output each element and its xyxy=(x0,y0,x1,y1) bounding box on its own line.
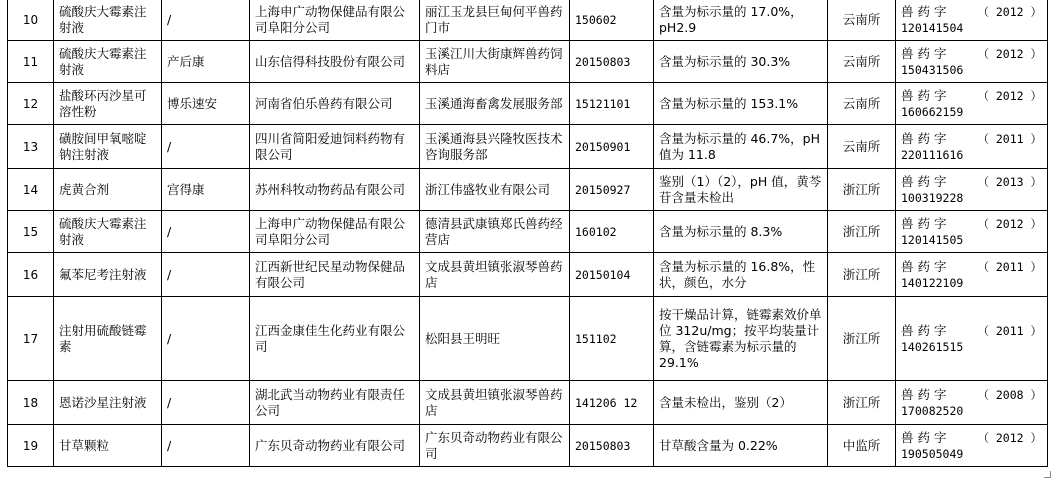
row-number-cell: 11 xyxy=(8,41,54,83)
product-name-cell: 氟苯尼考注射液 xyxy=(54,253,162,297)
batch-number-cell: 151102 xyxy=(570,297,654,381)
trade-name-cell: 宫得康 xyxy=(162,169,250,211)
approval-number: 220111616 xyxy=(901,147,964,162)
approval-year: （ 2011 ） xyxy=(977,131,1042,146)
result-cell: 含量为标示量的 30.3% xyxy=(654,41,828,83)
approval-year: （ 2012 ） xyxy=(977,46,1042,61)
inspection-agency-cell: 浙江所 xyxy=(828,297,896,381)
inspection-agency-cell: 中监所 xyxy=(828,425,896,467)
page-corner-mark xyxy=(1044,471,1051,478)
approval-prefix: 兽 药 字 xyxy=(901,429,947,445)
result-cell: 含量为标示量的 8.3% xyxy=(654,211,828,253)
table-row xyxy=(8,169,1048,211)
inspection-agency-cell: 云南所 xyxy=(828,83,896,125)
trade-name-cell: / xyxy=(162,211,250,253)
inspection-agency-cell: 浙江所 xyxy=(828,211,896,253)
trade-name-cell: / xyxy=(162,0,250,41)
batch-number-cell: 20150927 xyxy=(570,169,654,211)
manufacturer-cell: 苏州科牧动物药品有限公司 xyxy=(250,169,420,211)
result-cell: 按干燥品计算，链霉素效价单位 312u/mg；按平均装量计算，含链霉素为标示量的 29.1% xyxy=(654,297,828,381)
sampled-unit-cell: 玉溪江川大街康辉兽药饲料店 xyxy=(420,41,570,83)
result-cell: 含量未检出，鉴别（2） xyxy=(654,381,828,425)
approval-number-cell xyxy=(896,211,1048,253)
batch-number-cell: 20150803 xyxy=(570,425,654,467)
batch-number-cell: 20150104 xyxy=(570,253,654,297)
result-cell: 甘草酸含量为 0.22% xyxy=(654,425,828,467)
drug-inspection-table xyxy=(7,0,1048,467)
table-row xyxy=(8,381,1048,425)
manufacturer-cell: 上海申广动物保健品有限公司阜阳分公司 xyxy=(250,211,420,253)
approval-number-cell xyxy=(896,83,1048,125)
product-name-cell: 虎黄合剂 xyxy=(54,169,162,211)
approval-year: （ 2008 ） xyxy=(977,387,1042,402)
batch-number-cell: 141206 12 xyxy=(570,381,654,425)
approval-number: 140122109 xyxy=(901,275,964,290)
manufacturer-cell: 四川省简阳爱迪饲料药物有限公司 xyxy=(250,125,420,169)
approval-prefix: 兽 药 字 xyxy=(901,386,947,402)
manufacturer-cell: 上海申广动物保健品有限公司阜阳分公司 xyxy=(250,0,420,41)
manufacturer-cell: 广东贝奇动物药业有限公司 xyxy=(250,425,420,467)
row-number-cell: 19 xyxy=(8,425,54,467)
table-body xyxy=(8,0,1048,467)
approval-prefix: 兽 药 字 xyxy=(901,87,947,103)
approval-number: 160662159 xyxy=(901,104,964,119)
inspection-agency-cell: 云南所 xyxy=(828,41,896,83)
approval-year: （ 2011 ） xyxy=(977,259,1042,274)
manufacturer-cell: 山东信得科技股份有限公司 xyxy=(250,41,420,83)
sampled-unit-cell: 松阳县王明旺 xyxy=(420,297,570,381)
batch-number-cell: 20150803 xyxy=(570,41,654,83)
approval-year: （ 2012 ） xyxy=(977,88,1042,103)
batch-number-cell: 160102 xyxy=(570,211,654,253)
inspection-agency-cell: 云南所 xyxy=(828,125,896,169)
table-row xyxy=(8,83,1048,125)
manufacturer-cell: 湖北武当动物药业有限责任公司 xyxy=(250,381,420,425)
approval-number: 140261515 xyxy=(901,339,964,354)
trade-name-cell: / xyxy=(162,125,250,169)
row-number-cell: 15 xyxy=(8,211,54,253)
table-row xyxy=(8,425,1048,467)
batch-number-cell: 15121101 xyxy=(570,83,654,125)
row-number-cell: 18 xyxy=(8,381,54,425)
approval-year: （ 2013 ） xyxy=(977,174,1042,189)
result-cell: 含量为标示量的 17.0%，pH2.9 xyxy=(654,0,828,41)
sampled-unit-cell: 玉溪通海畜禽发展服务部 xyxy=(420,83,570,125)
result-cell: 含量为标示量的 46.7%，pH 值为 11.8 xyxy=(654,125,828,169)
approval-number-cell xyxy=(896,381,1048,425)
sampled-unit-cell: 文成县黄坦镇张淑琴兽药店 xyxy=(420,381,570,425)
sampled-unit-cell: 德清县武康镇郑氏兽药经营店 xyxy=(420,211,570,253)
approval-prefix: 兽 药 字 xyxy=(901,258,947,274)
approval-number: 150431506 xyxy=(901,62,964,77)
approval-prefix: 兽 药 字 xyxy=(901,215,947,231)
product-name-cell: 甘草颗粒 xyxy=(54,425,162,467)
approval-number-cell xyxy=(896,425,1048,467)
trade-name-cell: 产后康 xyxy=(162,41,250,83)
approval-number: 120141504 xyxy=(901,20,964,35)
approval-number-cell xyxy=(896,0,1048,41)
approval-prefix: 兽 药 字 xyxy=(901,173,947,189)
inspection-agency-cell: 浙江所 xyxy=(828,253,896,297)
approval-number: 190505049 xyxy=(901,446,964,461)
sampled-unit-cell: 广东贝奇动物药业有限公司 xyxy=(420,425,570,467)
sampled-unit-cell: 文成县黄坦镇张淑琴兽药店 xyxy=(420,253,570,297)
approval-prefix: 兽 药 字 xyxy=(901,130,947,146)
row-number-cell: 16 xyxy=(8,253,54,297)
inspection-agency-cell: 浙江所 xyxy=(828,381,896,425)
approval-number-cell xyxy=(896,297,1048,381)
approval-year: （ 2012 ） xyxy=(977,430,1042,445)
inspection-agency-cell: 云南所 xyxy=(828,0,896,41)
approval-number-cell xyxy=(896,41,1048,83)
approval-number-cell xyxy=(896,253,1048,297)
row-number-cell: 17 xyxy=(8,297,54,381)
sampled-unit-cell: 丽江玉龙县巨甸何平兽药门市 xyxy=(420,0,570,41)
approval-number: 170082520 xyxy=(901,403,964,418)
inspection-agency-cell: 浙江所 xyxy=(828,169,896,211)
trade-name-cell: 博乐速安 xyxy=(162,83,250,125)
product-name-cell: 恩诺沙星注射液 xyxy=(54,381,162,425)
sampled-unit-cell: 浙江伟盛牧业有限公司 xyxy=(420,169,570,211)
manufacturer-cell: 江西金康佳生化药业有限公司 xyxy=(250,297,420,381)
table-row xyxy=(8,0,1048,41)
trade-name-cell: / xyxy=(162,381,250,425)
approval-prefix: 兽 药 字 xyxy=(901,45,947,61)
table-row xyxy=(8,297,1048,381)
approval-number: 120141505 xyxy=(901,232,964,247)
trade-name-cell: / xyxy=(162,425,250,467)
approval-number-cell xyxy=(896,169,1048,211)
row-number-cell: 12 xyxy=(8,83,54,125)
approval-prefix: 兽 药 字 xyxy=(901,3,947,19)
product-name-cell: 硫酸庆大霉素注射液 xyxy=(54,211,162,253)
trade-name-cell: / xyxy=(162,297,250,381)
batch-number-cell: 20150901 xyxy=(570,125,654,169)
row-number-cell: 13 xyxy=(8,125,54,169)
approval-number: 100319228 xyxy=(901,190,964,205)
row-number-cell: 14 xyxy=(8,169,54,211)
product-name-cell: 注射用硫酸链霉素 xyxy=(54,297,162,381)
batch-number-cell: 150602 xyxy=(570,0,654,41)
approval-year: （ 2011 ） xyxy=(977,323,1042,338)
table-row xyxy=(8,125,1048,169)
approval-number-cell xyxy=(896,125,1048,169)
result-cell: 含量为标示量的 153.1% xyxy=(654,83,828,125)
result-cell: 鉴别（1）（2），pH 值，黄芩苷含量未检出 xyxy=(654,169,828,211)
product-name-cell: 硫酸庆大霉素注射液 xyxy=(54,0,162,41)
approval-prefix: 兽 药 字 xyxy=(901,322,947,338)
table-row xyxy=(8,41,1048,83)
row-number-cell: 10 xyxy=(8,0,54,41)
table-row xyxy=(8,253,1048,297)
manufacturer-cell: 江西新世纪民星动物保健品有限公司 xyxy=(250,253,420,297)
product-name-cell: 盐酸环丙沙星可溶性粉 xyxy=(54,83,162,125)
approval-year: （ 2012 ） xyxy=(977,216,1042,231)
sampled-unit-cell: 玉溪通海县兴隆牧医技术咨询服务部 xyxy=(420,125,570,169)
product-name-cell: 硫酸庆大霉素注射液 xyxy=(54,41,162,83)
manufacturer-cell: 河南省伯乐兽药有限公司 xyxy=(250,83,420,125)
trade-name-cell: / xyxy=(162,253,250,297)
result-cell: 含量为标示量的 16.8%，性状，颜色，水分 xyxy=(654,253,828,297)
table-row xyxy=(8,211,1048,253)
approval-year: （ 2012 ） xyxy=(977,4,1042,19)
product-name-cell: 磺胺间甲氧嘧啶钠注射液 xyxy=(54,125,162,169)
